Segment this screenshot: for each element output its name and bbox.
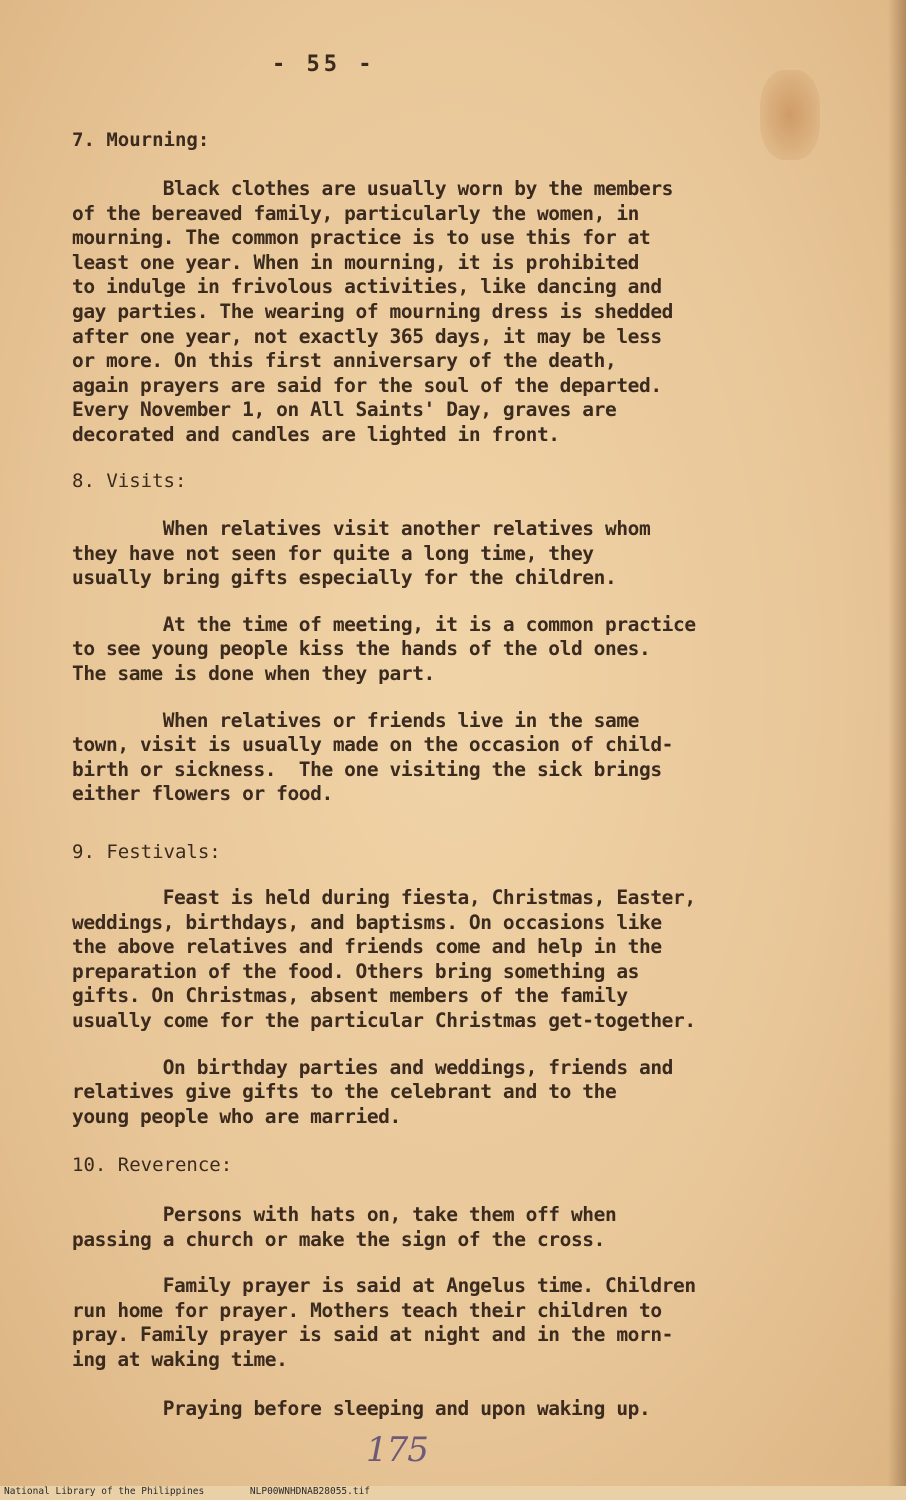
- paragraph: Family prayer is said at Angelus time. Children run home for prayer. Mothers teach their children to pray. Family prayer is said at night and in the morn- ing at waking time.: [72, 1274, 696, 1371]
- section-heading-festivals: 9. Festivals:: [72, 841, 221, 863]
- section-heading-reverence: 10. Reverence:: [72, 1154, 233, 1176]
- paragraph: Praying before sleeping and upon waking up.: [72, 1396, 651, 1420]
- section-heading-visits: 8. Visits:: [72, 470, 187, 492]
- footer-file-id: NLP00WNHDNAB28055.tif: [249, 1486, 371, 1497]
- section-mourning: [72, 128, 842, 448]
- paragraph: When relatives or friends live in the same town, visit is usually made on the occasion of child- birth or sickness. The one visiting the sick brings either flowers or food.: [72, 708, 674, 806]
- paragraph: Feast is held during fiesta, Christmas, Easter, weddings, birthdays, and baptisms. On occasions like the above relatives and friends come and help in the preparation of the food. Others bring something as gifts. On Christmas, absent members of the family usually come for the particular Christmas get-together.: [72, 886, 696, 1032]
- paragraph: When relatives visit another relatives whom they have not seen for quite a long time, they usually bring gifts especially for the children.: [72, 517, 651, 590]
- paragraph: Black clothes are usually worn by the members of the bereaved family, particularly the women, in mourning. The common practice is to use this for at least one year. When in mourning, it is prohibited to indulge in frivolous activities, like dancing and gay parties. The wearing of mourning dress is shedded after one year, not exactly 365 days, it may be less or more. On this first anniversary of the death, again prayers are said for the soul of the departed. Every November 1, on All Saints' Day, graves are decorated and candles are lighted in front.: [72, 177, 674, 446]
- footer-library: National Library of the Philippines: [4, 1486, 205, 1497]
- footer-bar: [0, 1486, 906, 1500]
- section-visits: [72, 469, 842, 807]
- page-edge-shadow: [888, 0, 906, 1500]
- page-number: - 55 -: [272, 52, 376, 77]
- handwritten-page-number: 175: [366, 1430, 428, 1470]
- section-reverence: [72, 1153, 842, 1421]
- paragraph: Persons with hats on, take them off when passing a church or make the sign of the cross.: [72, 1203, 617, 1251]
- section-heading-mourning: 7. Mourning:: [72, 129, 210, 151]
- paragraph: On birthday parties and weddings, friends and relatives give gifts to the celebrant and to the young people who are married.: [72, 1055, 674, 1128]
- section-festivals: [72, 840, 842, 1129]
- paragraph: At the time of meeting, it is a common practice to see young people kiss the hands of the old ones. The same is done when they part.: [72, 612, 696, 685]
